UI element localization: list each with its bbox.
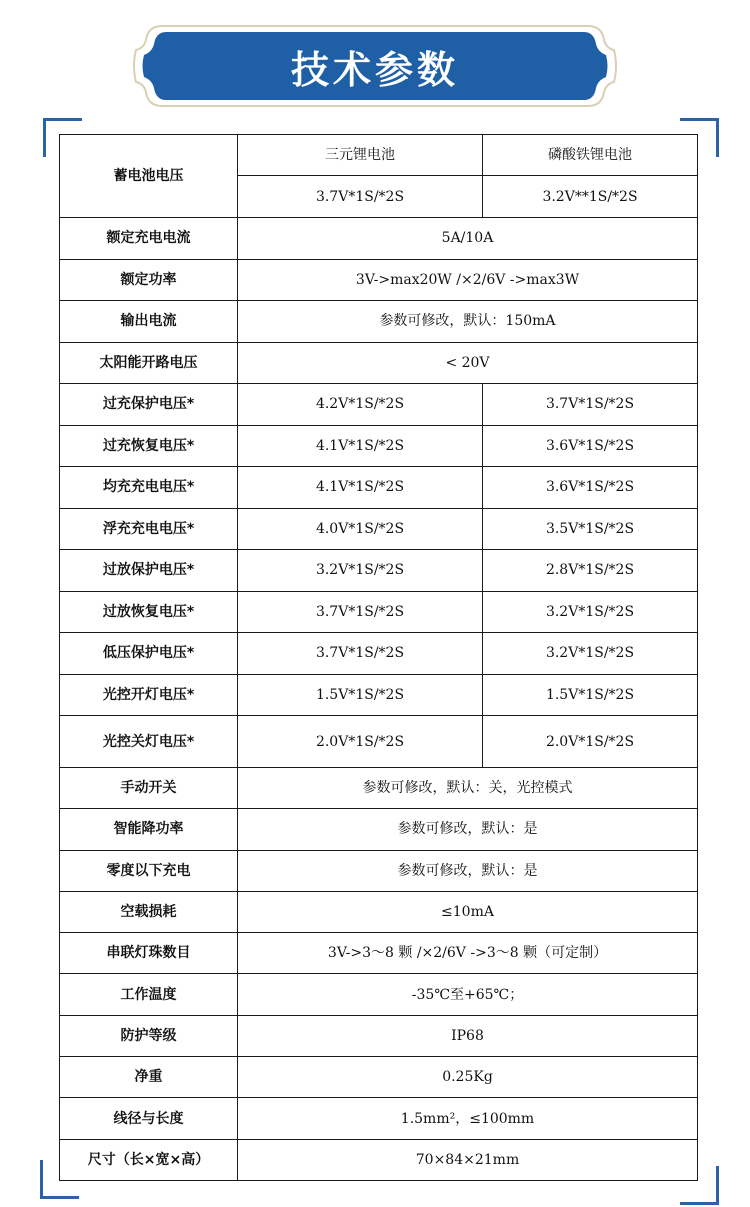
page-title: 技术参数: [290, 47, 459, 92]
row-label: 过充恢复电压*: [60, 425, 238, 467]
row-value: 3V->max20W /×2/6V ->max3W: [238, 259, 698, 301]
row-value-ternary: 3.7V*1S/*2S: [238, 633, 483, 675]
row-label: 额定充电电流: [60, 218, 238, 260]
row-label: 串联灯珠数目: [60, 933, 238, 974]
row-value-ternary: 4.1V*1S/*2S: [238, 467, 483, 509]
row-value-ternary: 1.5V*1S/*2S: [238, 674, 483, 716]
row-label: 智能降功率: [60, 809, 238, 850]
row-label: 工作温度: [60, 974, 238, 1015]
table-row: [60, 135, 698, 176]
row-value-ternary: 2.0V*1S/*2S: [238, 716, 483, 768]
row-label: 额定功率: [60, 259, 238, 301]
row-value: 70×84×21mm: [238, 1139, 698, 1180]
table-row: [60, 1139, 698, 1180]
table-row: [60, 218, 698, 260]
table-row: [60, 301, 698, 343]
row-label: 均充充电电压*: [60, 467, 238, 509]
row-value-lfp: 3.6V*1S/*2S: [483, 425, 698, 467]
row-value: IP68: [238, 1015, 698, 1056]
table-row: [60, 342, 698, 384]
row-value-lfp: 3.5V*1S/*2S: [483, 508, 698, 550]
row-value-ternary: 4.2V*1S/*2S: [238, 384, 483, 426]
table-row: [60, 1057, 698, 1098]
row-label: 线径与长度: [60, 1098, 238, 1139]
row-value: 参数可修改，默认：关，光控模式: [238, 768, 698, 809]
table-row: [60, 974, 698, 1015]
row-label: 低压保护电压*: [60, 633, 238, 675]
row-value-lfp: 1.5V*1S/*2S: [483, 674, 698, 716]
row-value-ternary: 4.0V*1S/*2S: [238, 508, 483, 550]
row-value-ternary: 3.2V*1S/*2S: [238, 550, 483, 592]
table-row: [60, 1015, 698, 1056]
voltage-lfp: 3.2V**1S/*2S: [483, 176, 698, 218]
row-value-lfp: 3.2V*1S/*2S: [483, 633, 698, 675]
row-value-lfp: 2.8V*1S/*2S: [483, 550, 698, 592]
row-label: 太阳能开路电压: [60, 342, 238, 384]
row-value: -35℃至+65℃；: [238, 974, 698, 1015]
table-row: [60, 768, 698, 809]
row-value: 1.5mm²，≤100mm: [238, 1098, 698, 1139]
row-value: < 20V: [238, 342, 698, 384]
table-row: [60, 933, 698, 974]
row-label: 过放恢复电压*: [60, 591, 238, 633]
battery-type-ternary: 三元锂电池: [238, 135, 483, 176]
table-row: [60, 716, 698, 768]
row-value: 0.25Kg: [238, 1057, 698, 1098]
row-label: 尺寸（长×宽×高）: [60, 1139, 238, 1180]
row-label: 光控开灯电压*: [60, 674, 238, 716]
table-row: [60, 467, 698, 509]
row-value: ≤10mA: [238, 891, 698, 932]
row-value: 参数可修改，默认：是: [238, 850, 698, 891]
table-row: [60, 591, 698, 633]
battery-type-lfp: 磷酸铁锂电池: [483, 135, 698, 176]
title-banner: [132, 22, 618, 110]
voltage-ternary: 3.7V*1S/*2S: [238, 176, 483, 218]
table-row: [60, 1098, 698, 1139]
battery-voltage-label: 蓄电池电压: [60, 135, 238, 218]
table-row: [60, 425, 698, 467]
table-row: [60, 633, 698, 675]
row-label: 浮充充电电压*: [60, 508, 238, 550]
row-value: 参数可修改，默认：150mA: [238, 301, 698, 343]
row-label: 光控关灯电压*: [60, 716, 238, 768]
row-value-ternary: 3.7V*1S/*2S: [238, 591, 483, 633]
row-label: 输出电流: [60, 301, 238, 343]
spec-table: [59, 134, 698, 1181]
table-row: [60, 891, 698, 932]
row-label: 过充保护电压*: [60, 384, 238, 426]
row-value-lfp: 2.0V*1S/*2S: [483, 716, 698, 768]
row-value: 5A/10A: [238, 218, 698, 260]
table-row: [60, 508, 698, 550]
row-value: 参数可修改，默认：是: [238, 809, 698, 850]
row-value-lfp: 3.2V*1S/*2S: [483, 591, 698, 633]
table-row: [60, 809, 698, 850]
row-value-lfp: 3.6V*1S/*2S: [483, 467, 698, 509]
table-row: [60, 674, 698, 716]
row-label: 零度以下充电: [60, 850, 238, 891]
table-row: [60, 850, 698, 891]
table-row: [60, 550, 698, 592]
row-label: 过放保护电压*: [60, 550, 238, 592]
row-value: 3V->3～8 颗 /×2/6V ->3～8 颗（可定制）: [238, 933, 698, 974]
table-row: [60, 384, 698, 426]
row-label: 净重: [60, 1057, 238, 1098]
row-value-ternary: 4.1V*1S/*2S: [238, 425, 483, 467]
table-row: [60, 259, 698, 301]
row-label: 防护等级: [60, 1015, 238, 1056]
row-label: 空载损耗: [60, 891, 238, 932]
row-label: 手动开关: [60, 768, 238, 809]
row-value-lfp: 3.7V*1S/*2S: [483, 384, 698, 426]
